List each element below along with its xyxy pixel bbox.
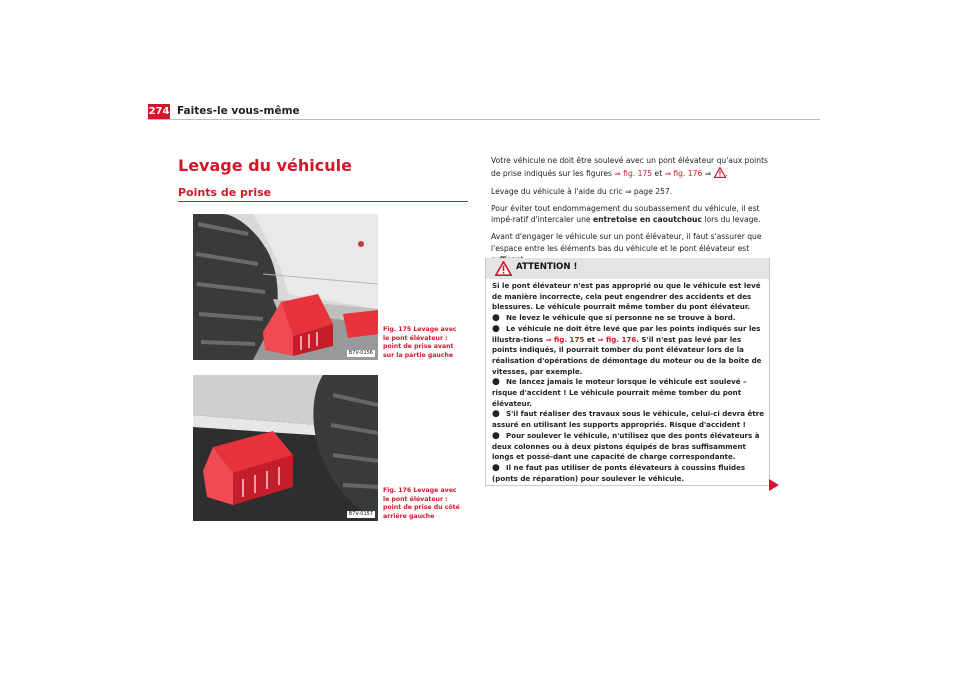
figure-code: B7V-0156 [348,350,373,356]
figure-175-caption: Fig. 175 Levage avec le pont élévateur : point de prise avant sur la partie gauche [383,326,457,359]
text: Pour éviter tout endommagement du soubassement du véhicule, il est impé-ratif d'intercaler une [491,203,760,225]
bullet: ● [492,430,500,441]
figure-176-image [193,375,378,521]
subsection-title: Points de prise [178,186,272,199]
paragraph-rubber-spacer [491,203,776,226]
text: . S'il n'est pas levé par les points indiqués, il pourrait tomber du pont élévateur lors de la réalisation d'opérations de démontage du moteur ou de la boîte de vitesses, par exemple. [492,334,762,376]
warning-triangle-icon [495,261,512,280]
warning-item [492,313,764,324]
bullet: ● [492,462,500,473]
section-title: Levage du véhicule [178,156,352,175]
text: Ne lancez jamais le moteur lorsque le véhicule est soulevé – risque d'accident ! Le véhicule pourrait même tomber du pont élévateur. [492,377,747,408]
paragraph-jack: Levage du véhicule à l'aide du cric ⇒ page 257. [491,187,673,197]
subsection-rule [178,201,468,202]
paragraph-clearance: Avant d'engager le véhicule sur un pont élévateur, il faut s'assurer que l'espace entre les éléments bas du véhicule et le pont élévateur est [491,231,762,253]
text: Le véhicule ne doit être levé que par les points indiqués sur les illustra-tions [492,323,761,344]
text: ⇒ [702,168,714,178]
fig-176-link[interactable]: ⇒ fig. 176 [597,334,637,344]
figure-code: B7V-0157 [348,511,373,517]
text: et [652,168,665,178]
fig-175-link[interactable]: ⇒ fig. 175 [545,334,585,344]
warning-triangle-icon[interactable] [714,167,726,182]
next-page-arrow-icon[interactable] [769,476,779,495]
running-header: Faites-le vous-même [177,105,300,117]
warning-title: ATTENTION ! [516,262,578,272]
warning-item [492,324,764,378]
rear-lift-point-illustration [193,375,378,521]
warning-item [492,377,764,409]
bullet: ● [492,377,500,388]
text: Votre véhicule ne doit être soulevé avec un pont élévateur qu'aux points de prise indiqués sur les figures [491,156,769,178]
paragraph-lift-points [491,155,776,181]
page-number: 274 [148,106,170,117]
header-rule [148,119,820,120]
warning-item [492,431,764,463]
text: lors du levage. [701,215,761,225]
text: . [725,168,728,178]
text: Pour soulever le véhicule, n'utilisez que des ponts élévateurs à deux colonnes ou à deux pistons équipés de bras suffisamment longs et possé-dant une capacité de charge correspondante. [492,430,760,462]
text: Ne levez le véhicule que si personne ne se trouve à bord. [506,313,736,323]
text: Il ne faut pas utiliser de ponts élévateurs à coussins fluides (ponts de réparation) pour soulever le véhicule. [492,462,746,483]
warning-header [486,258,769,279]
figure-175-image [193,214,378,360]
warning-item [492,463,764,484]
warning-body [492,281,764,484]
bullet: ● [492,409,500,420]
body-text [491,155,776,271]
fig-175-link[interactable]: ⇒ fig. 175 [614,168,653,178]
warning-item [492,409,764,430]
fig-176-link[interactable]: ⇒ fig. 176 [664,168,703,178]
text: et [584,334,598,344]
bullet: ● [492,313,500,324]
bullet: ● [492,323,500,334]
figure-176-caption: Fig. 176 Levage avec le pont élévateur : point de prise du côté arrière gauche [383,487,460,520]
warning-box [485,258,770,486]
warning-intro: Si le pont élévateur n'est pas approprié ou que le véhicule est levé de manière incorrecte, cela peut engendrer des accidents et des blessures. Le véhicule pourrait même tomber du pont élévateur. [492,281,761,312]
front-lift-point-illustration [193,214,378,360]
text: S'il faut réaliser des travaux sous le véhicule, celui-ci devra être assuré en utilisant les supports appropriés. Risque d'accident ! [492,409,765,430]
text: entretoise en caoutchouc [592,215,702,225]
